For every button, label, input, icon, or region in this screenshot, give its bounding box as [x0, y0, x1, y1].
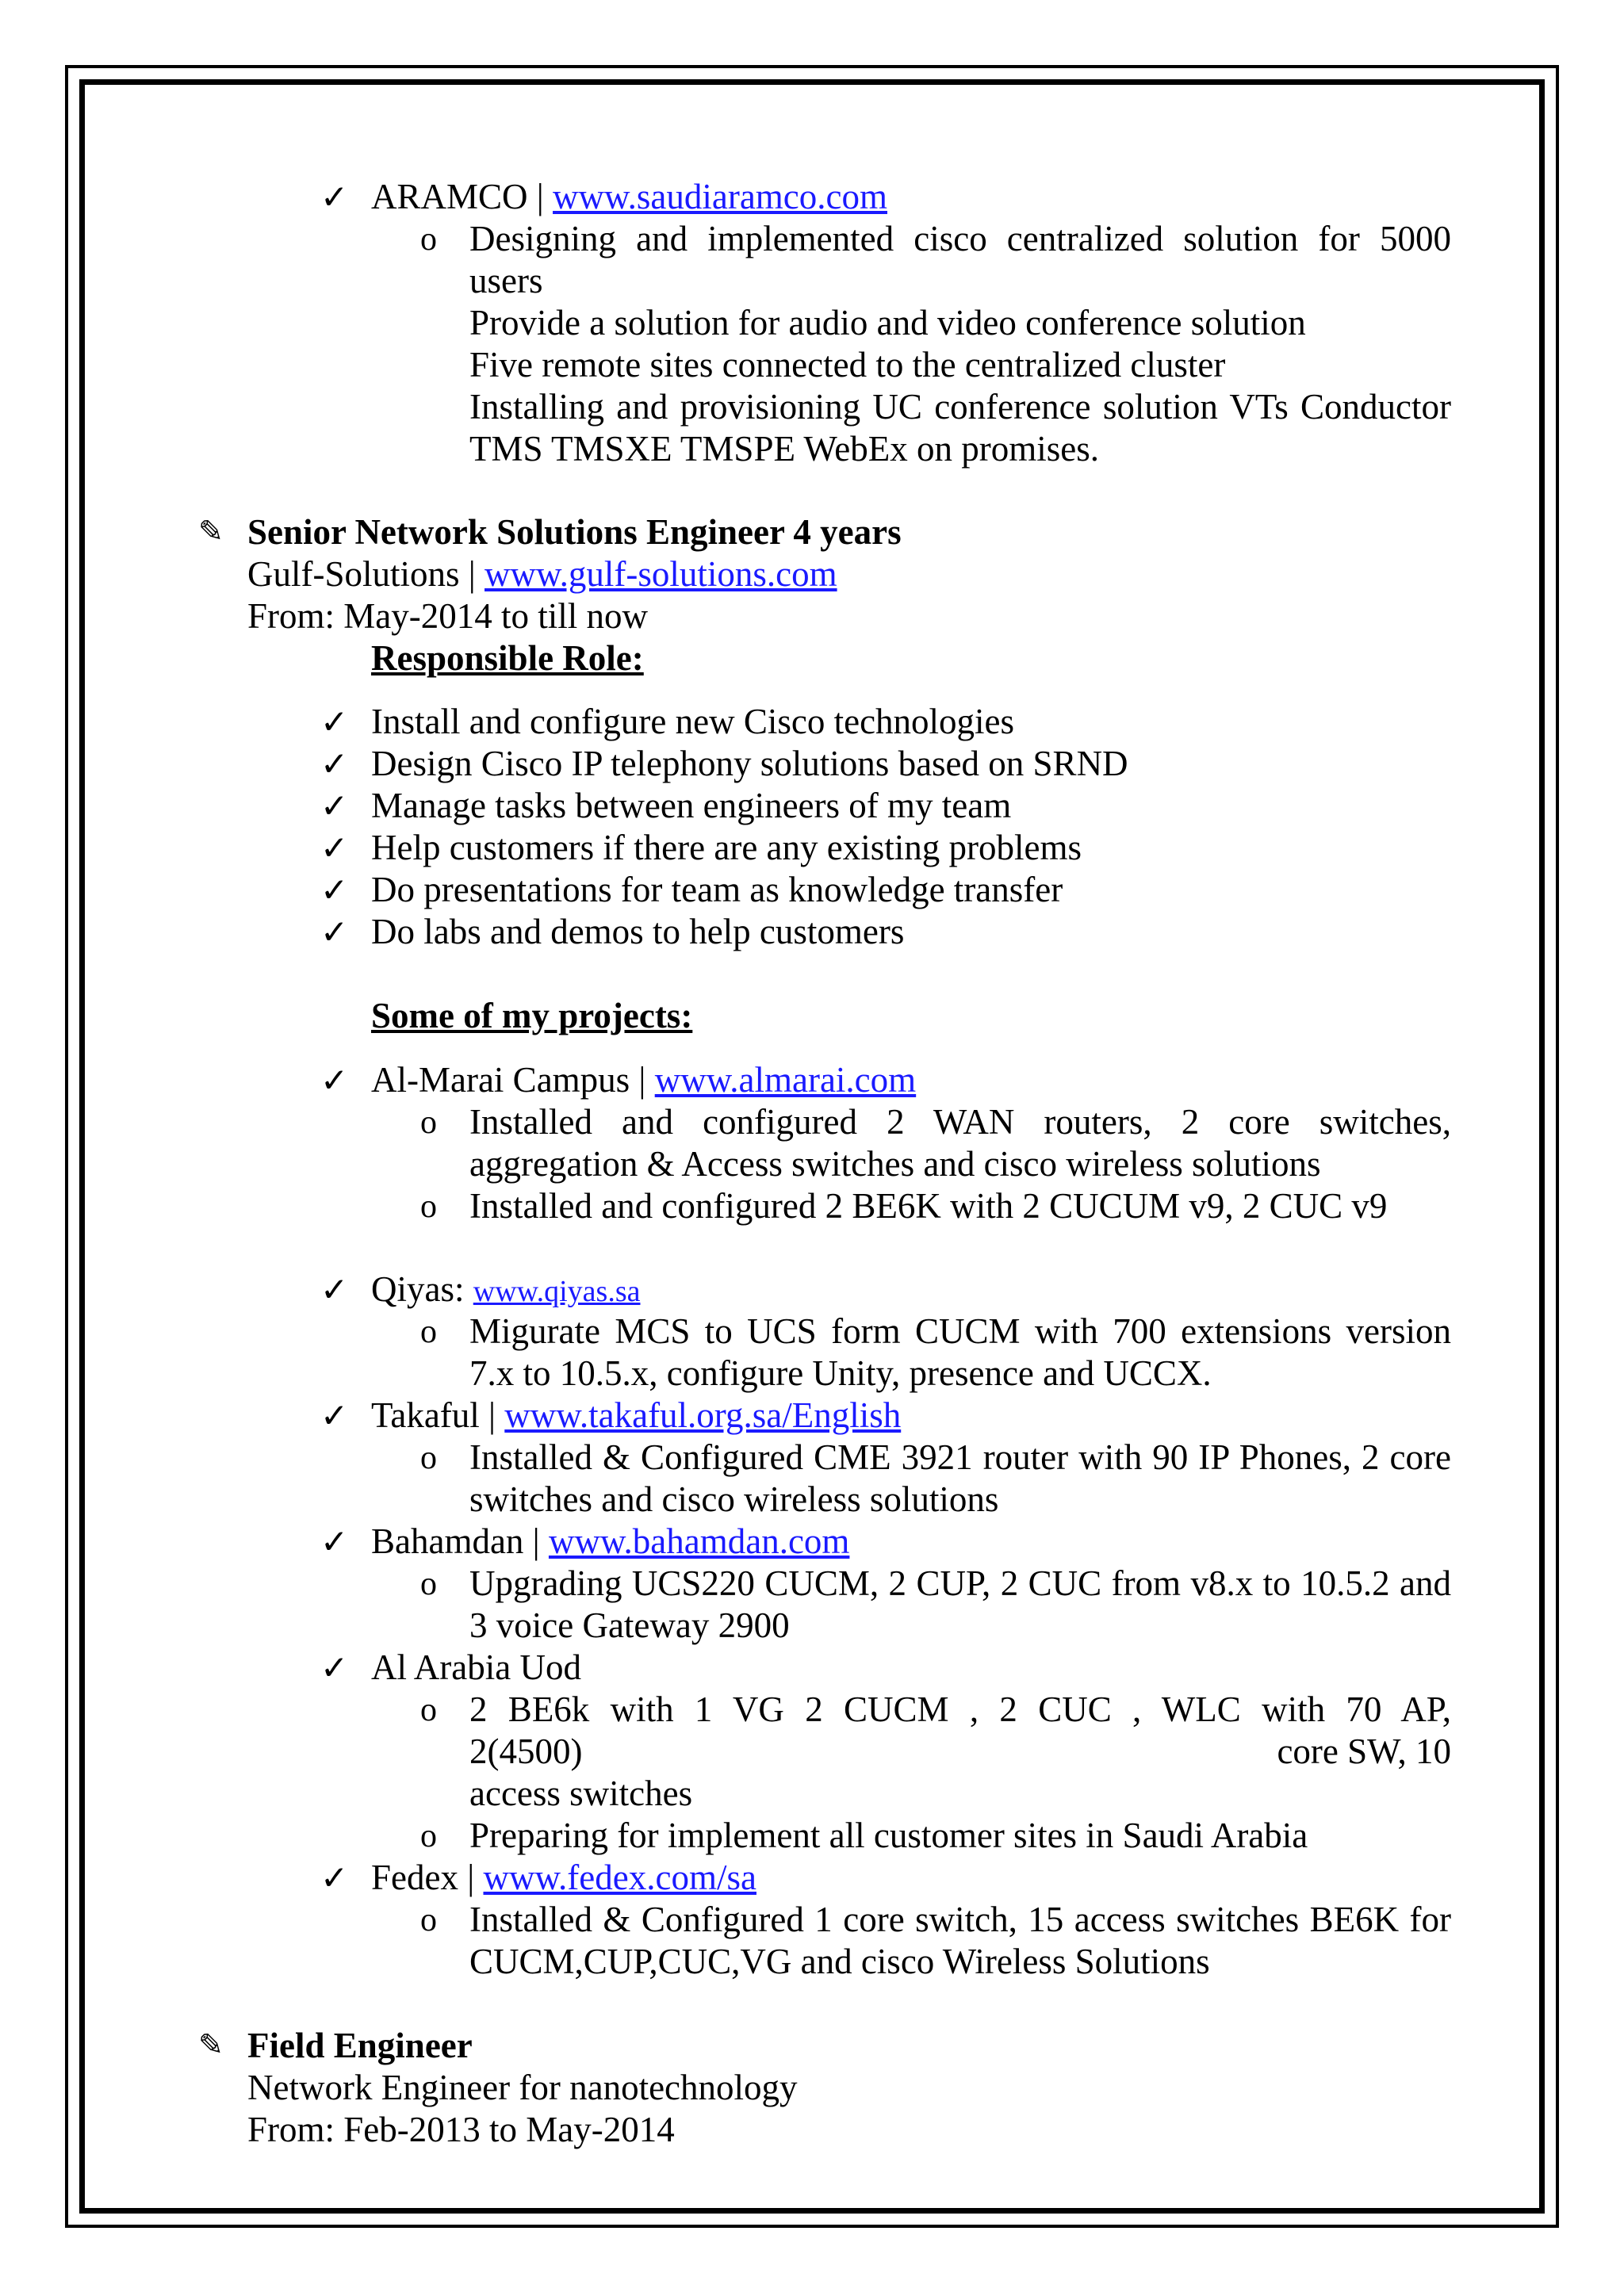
projects-heading: Some of my projects: [371, 996, 693, 1035]
project-name: Qiyas: [371, 1269, 473, 1309]
fedex-link[interactable]: www.fedex.com/sa [483, 1858, 756, 1897]
almarai-link[interactable]: www.almarai.com [654, 1060, 917, 1100]
check-icon: ✓ [320, 747, 349, 783]
circle-bullet-icon: o [420, 221, 437, 258]
aramco-detail-3: Five remote sites connected to the centralized cluster [469, 345, 1226, 385]
aramco-link[interactable]: www.saudiaramco.com [553, 177, 887, 216]
role-item: Do presentations for team as knowledge transfer [371, 870, 1063, 909]
circle-bullet-icon: o [420, 1692, 437, 1728]
alarabia-detail-1-line-1: 2 BE6k with 1 VG 2 CUCM , 2 CUC , WLC with 70 AP, [469, 1689, 1451, 1729]
circle-bullet-icon: o [420, 1902, 437, 1938]
role-item: Install and configure new Cisco technologies [371, 702, 1015, 741]
circle-bullet-icon: o [420, 1818, 437, 1854]
check-icon: ✓ [320, 789, 349, 825]
takaful-detail-1: Installed & Configured CME 3921 router with 90 IP Phones, 2 core switches and cisco wireless solutions [469, 1437, 1451, 1519]
check-icon: ✓ [320, 873, 349, 909]
almarai-detail-1: Installed and configured 2 WAN routers, 2 core switches, aggregation & Access switches and cisco wireless solutions [469, 1102, 1451, 1184]
check-icon: ✓ [320, 1063, 349, 1100]
job-period: From: May-2014 to till now [247, 596, 648, 636]
circle-bullet-icon: o [420, 1188, 437, 1225]
project-almarai [371, 1059, 916, 1101]
company-link[interactable]: www.gulf-solutions.com [485, 554, 837, 594]
project-qiyas [371, 1269, 640, 1313]
aramco-detail-2: Provide a solution for audio and video conference solution [469, 303, 1306, 342]
role-item: Design Cisco IP telephony solutions based on SRND [371, 744, 1128, 783]
project-bahamdan [371, 1521, 849, 1563]
role-item: Help customers if there are any existing problems [371, 828, 1082, 867]
alarabia-detail-1-line-3: access switches [469, 1774, 693, 1813]
check-icon: ✓ [320, 1399, 349, 1435]
job-title: Senior Network Solutions Engineer 4 years [247, 512, 902, 552]
project-takaful [371, 1395, 901, 1437]
bahamdan-link[interactable]: www.bahamdan.com [548, 1521, 850, 1561]
project-name: Fedex | [371, 1858, 484, 1897]
role-item: Do labs and demos to help customers [371, 912, 905, 951]
pencil-icon: ✎ [198, 2029, 224, 2062]
bahamdan-detail-1: Upgrading UCS220 CUCM, 2 CUP, 2 CUC from v8.x to 10.5.2 and 3 voice Gateway 2900 [469, 1563, 1451, 1645]
alarabia-detail-text: 2(4500) [469, 1732, 583, 1771]
job-title: Field Engineer [247, 2026, 473, 2065]
fedex-detail-1: Installed & Configured 1 core switch, 15 access switches BE6K for CUCM,CUP,CUC,VG and cisco Wireless Solutions [469, 1900, 1451, 1981]
check-icon: ✓ [320, 180, 349, 216]
project-aramco [371, 176, 887, 218]
project-name: ARAMCO | [371, 177, 553, 216]
alarabia-detail-1-line-2 [469, 1731, 1451, 1773]
role-item: Manage tasks between engineers of my team [371, 786, 1012, 825]
alarabia-detail-text: core SW, 10 [1277, 1732, 1451, 1771]
check-icon: ✓ [320, 915, 349, 951]
check-icon: ✓ [320, 1525, 349, 1561]
project-name: Takaful | [371, 1395, 505, 1435]
circle-bullet-icon: o [420, 1440, 437, 1476]
company-line: Network Engineer for nanotechnology [247, 2068, 798, 2107]
project-fedex [371, 1857, 756, 1899]
project-alarabia: Al Arabia Uod [371, 1647, 581, 1687]
takaful-link[interactable]: www.takaful.org.sa/English [504, 1395, 902, 1435]
aramco-detail-1: Designing and implemented cisco centralized solution for 5000 users [469, 219, 1451, 300]
check-icon: ✓ [320, 1272, 349, 1309]
company-name: Gulf-Solutions | [247, 554, 485, 594]
check-icon: ✓ [320, 1651, 349, 1687]
qiyas-link[interactable]: www.qiyas.sa [473, 1275, 641, 1308]
project-name: Bahamdan | [371, 1521, 549, 1561]
circle-bullet-icon: o [420, 1566, 437, 1602]
alarabia-detail-2: Preparing for implement all customer sites in Saudi Arabia [469, 1816, 1308, 1855]
check-icon: ✓ [320, 705, 349, 741]
job-period: From: Feb-2013 to May-2014 [247, 2110, 675, 2149]
pencil-icon: ✎ [198, 515, 224, 549]
circle-bullet-icon: o [420, 1314, 437, 1350]
company-line [247, 553, 837, 595]
responsible-role-heading: Responsible Role: [371, 638, 644, 678]
qiyas-detail-1: Migurate MCS to UCS form CUCM with 700 extensions version 7.x to 10.5.x, configure Unity, presence and UCCX. [469, 1311, 1451, 1393]
project-name: Al-Marai Campus | [371, 1060, 655, 1100]
check-icon: ✓ [320, 831, 349, 867]
aramco-detail-4: Installing and provisioning UC conference solution VTs Conductor TMS TMSXE TMSPE WebEx on promises. [469, 387, 1451, 469]
check-icon: ✓ [320, 1861, 349, 1897]
circle-bullet-icon: o [420, 1104, 437, 1141]
almarai-detail-2: Installed and configured 2 BE6K with 2 CUCUM v9, 2 CUC v9 [469, 1186, 1388, 1226]
